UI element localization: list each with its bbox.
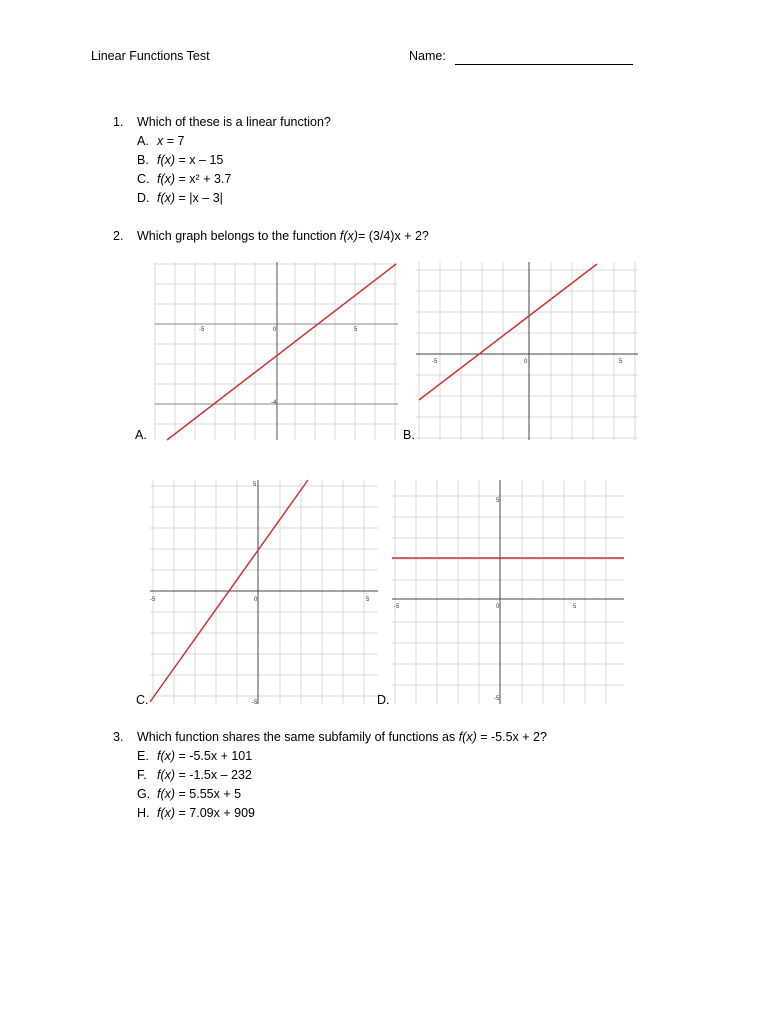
graph-a-tick-0: 0 bbox=[273, 327, 277, 333]
graph-d-tick-top5: 5 bbox=[496, 498, 500, 504]
graph-a-tick-neg4: -4 bbox=[271, 400, 277, 406]
graph-c-label: C. bbox=[136, 693, 149, 707]
q3-option-h: H. f(x) = 7.09x + 909 bbox=[137, 806, 255, 820]
q3-option-f: F. f(x) = -1.5x – 232 bbox=[137, 768, 252, 782]
graph-c-tick-0: 0 bbox=[254, 597, 258, 603]
q3-option-e: E. f(x) = -5.5x + 101 bbox=[137, 749, 253, 763]
q3-option-g: G. f(x) = 5.55x + 5 bbox=[137, 787, 242, 801]
q1-option-d: D. f(x) = |x – 3| bbox=[137, 191, 223, 205]
graph-c-grid bbox=[150, 480, 378, 704]
graph-a-function-line bbox=[167, 264, 396, 440]
graph-a bbox=[155, 262, 398, 440]
graph-b-tick-5: 5 bbox=[619, 359, 623, 365]
graph-b-label: B. bbox=[403, 428, 415, 442]
graph-d-label: D. bbox=[377, 693, 390, 707]
graph-c-tick-5: 5 bbox=[366, 597, 370, 603]
graph-d-grid bbox=[392, 480, 624, 704]
name-blank-line bbox=[455, 64, 633, 65]
graph-d-tick-bottom-neg5: -5 bbox=[494, 696, 500, 702]
q1-prompt: Which of these is a linear function? bbox=[137, 115, 331, 129]
graph-d-tick-0: 0 bbox=[496, 604, 500, 610]
graph-c-tick-top5: 5 bbox=[253, 482, 257, 488]
graph-a-tick-neg5: -5 bbox=[199, 327, 205, 333]
graph-a-tick-5: 5 bbox=[354, 327, 358, 333]
q3-prompt: Which function shares the same subfamily of functions as f(x) = -5.5x + 2? bbox=[137, 730, 547, 744]
q1-option-a: A. x = 7 bbox=[137, 134, 185, 148]
graph-d-tick-neg5: -5 bbox=[394, 604, 400, 610]
graph-b bbox=[416, 262, 638, 440]
graph-b-grid bbox=[416, 262, 638, 440]
name-label: Name: bbox=[409, 49, 446, 63]
q1-option-c: C. f(x) = x² + 3.7 bbox=[137, 172, 232, 186]
q3-number: 3. bbox=[113, 730, 124, 744]
graph-b-tick-0: 0 bbox=[524, 359, 528, 365]
q1-number: 1. bbox=[113, 115, 124, 129]
graph-c-tick-bottom-neg5: -5 bbox=[252, 700, 258, 706]
graph-d-tick-5: 5 bbox=[573, 604, 577, 610]
q1-option-b: B. f(x) = x – 15 bbox=[137, 153, 224, 167]
graph-a-label: A. bbox=[135, 428, 147, 442]
graph-c-tick-neg5: -5 bbox=[150, 597, 156, 603]
q2-number: 2. bbox=[113, 229, 124, 243]
q2-prompt: Which graph belongs to the function f(x)= (3/4)x + 2? bbox=[137, 229, 429, 243]
graph-b-function-line bbox=[419, 264, 597, 400]
graph-d bbox=[392, 480, 624, 704]
graph-c bbox=[150, 480, 378, 704]
test-title: Linear Functions Test bbox=[91, 49, 210, 63]
graph-b-tick-neg5: -5 bbox=[432, 359, 438, 365]
